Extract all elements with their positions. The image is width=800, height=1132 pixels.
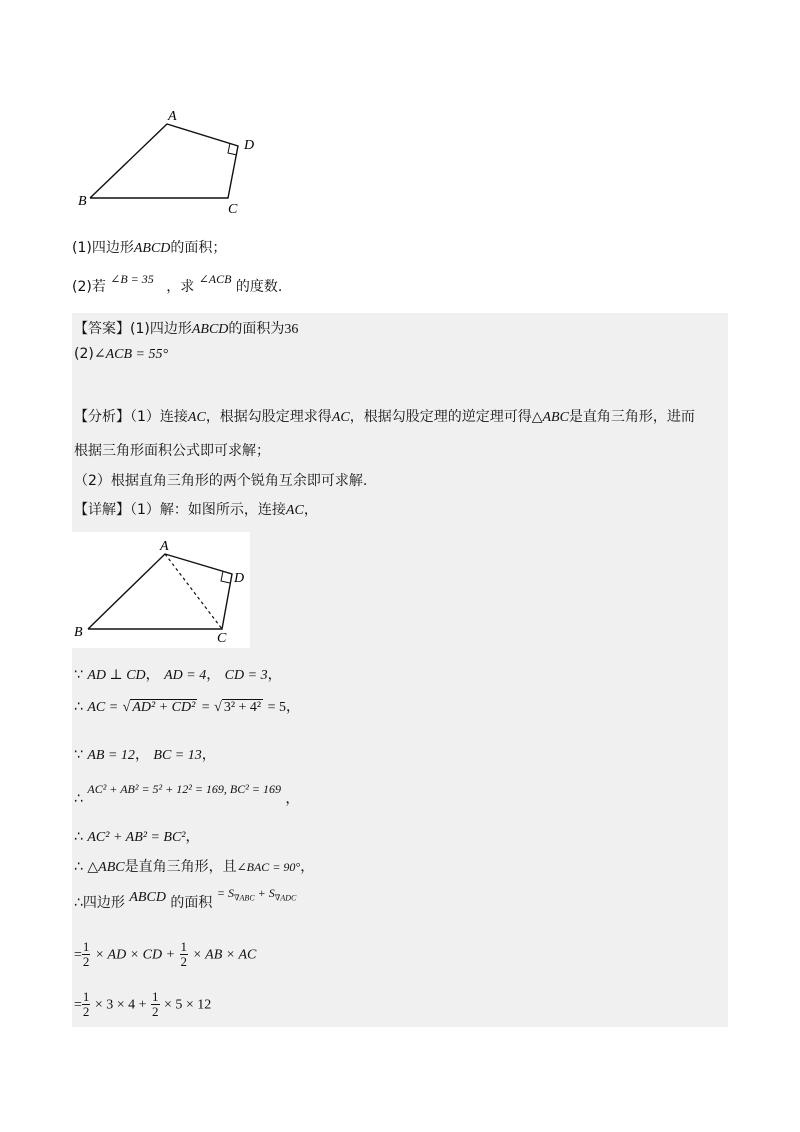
step-1: ∵ AD ⊥ CD， AD = 4， CD = 3， — [74, 667, 282, 683]
step-4: ∴ AC² + AB² = 5² + 12² = 169, BC² = 169 ， — [74, 782, 300, 807]
step-8: = $\frac{1}{2}$ × AD × CD + $\frac{1}{2}$ × AB × AC — [74, 939, 257, 969]
label-c: C — [228, 202, 238, 217]
fraction-half: $\frac{1}{2}$ — [82, 939, 90, 969]
label-b: B — [78, 194, 87, 209]
detail-line-1: 【详解】（1）解：如图所示，连接AC， — [74, 502, 318, 518]
analysis-line-3: （2）根据直角三角形的两个锐角互余即可求解. — [74, 473, 368, 489]
step-2: ∴ AC = √ AD² + CD² = √ 3² + 4² = 5， — [74, 699, 300, 715]
step-7: ∴四边形 ABCD 的面积 = $S_{\nabla ABC} + S_{\nabla ADC}$ — [74, 886, 297, 911]
step-5: ∴ AC² + AB² = BC²， — [74, 829, 200, 845]
label-a: A — [168, 109, 177, 124]
quadrilateral-outline — [90, 124, 238, 198]
question-1: (1)四边形ABCD的面积； — [72, 240, 227, 256]
answer-line-2: (2)∠ACB = 55° — [74, 346, 169, 362]
step-3: ∵ AB = 12， BC = 13， — [74, 747, 216, 763]
fraction-half: $\frac{1}{2}$ — [180, 939, 188, 969]
fraction-half: $\frac{1}{2}$ — [152, 989, 159, 1019]
label-b: B — [74, 625, 83, 640]
quadrilateral-outline — [88, 554, 232, 629]
analysis-line-1: 【分析】（1）连接AC，根据勾股定理求得AC，根据勾股定理的逆定理可得△ABC是直角三角形，进而 — [74, 409, 695, 425]
analysis-line-2: 根据三角形面积公式即可求解； — [74, 443, 270, 459]
diagonal-ac — [165, 554, 222, 629]
figure-quadrilateral — [72, 105, 272, 220]
label-d: D — [244, 138, 255, 153]
question-2: (2)若 ∠B = 35 ，求 ∠ACB 的度数. — [72, 272, 283, 295]
label-d: D — [234, 571, 245, 586]
label-a: A — [160, 539, 169, 554]
answer-line-1: 【答案】(1)四边形ABCD的面积为36 — [74, 321, 299, 337]
label-c: C — [217, 631, 227, 646]
step-6: ∴ △ABC是直角三角形，且∠BAC = 90°， — [74, 859, 315, 875]
figure-quadrilateral-with-diagonal — [72, 532, 250, 648]
fraction-half: $\frac{1}{2}$ — [82, 989, 90, 1019]
step-9: = $\frac{1}{2}$ × 3 × 4 + $\frac{1}{2}$ × 5 × 12 — [74, 989, 212, 1019]
